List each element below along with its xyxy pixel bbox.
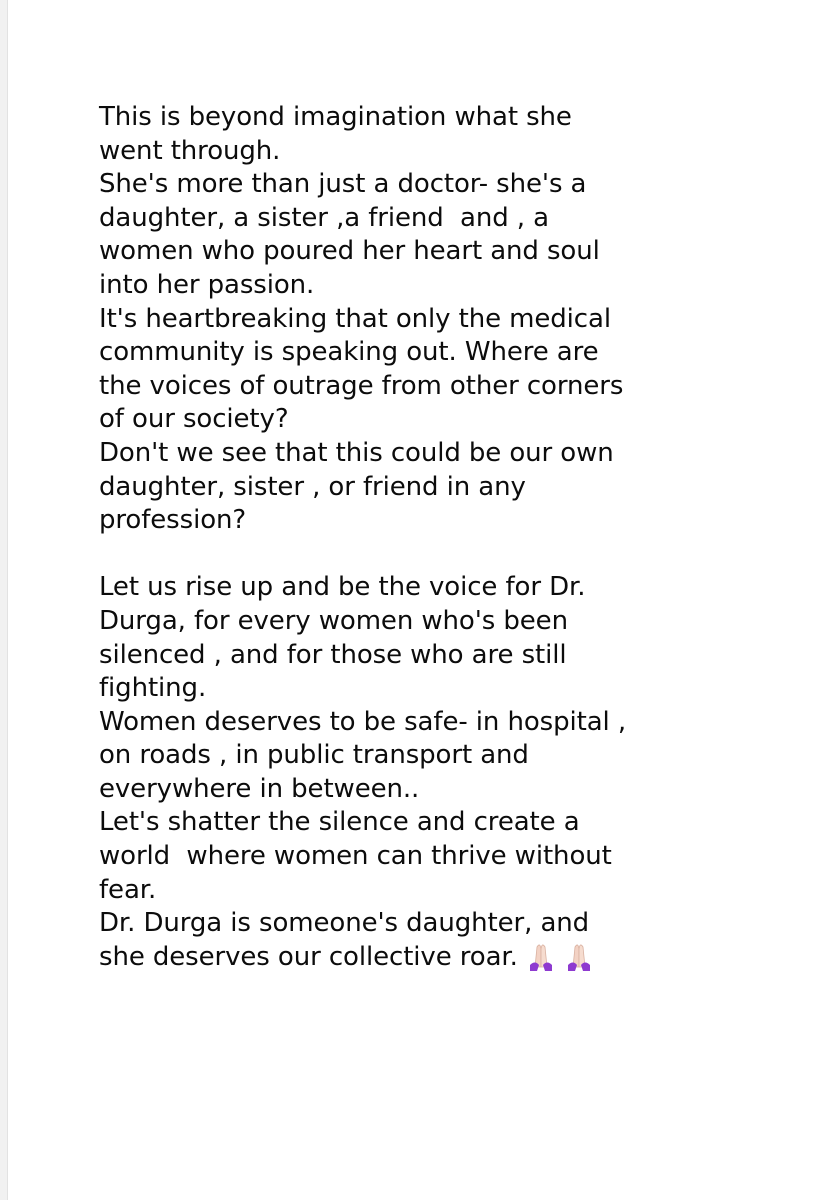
- text-line: fear.: [99, 874, 157, 905]
- text-line: Dr. Durga is someone's daughter, and: [99, 908, 590, 939]
- text-line: daughter, sister , or friend in any: [99, 471, 526, 502]
- text-line: Don't we see that this could be our own: [99, 437, 614, 468]
- text-line: fighting.: [99, 673, 207, 704]
- text-line: Women deserves to be safe- in hospital ,: [99, 706, 626, 737]
- text-line: the voices of outrage from other corners: [99, 370, 624, 401]
- final-sentence: she deserves our collective roar.: [99, 941, 518, 972]
- text-line: went through.: [99, 135, 281, 166]
- text-line: Let us rise up and be the voice for Dr.: [99, 572, 586, 603]
- text-line: It's heartbreaking that only the medical: [99, 303, 611, 334]
- folded-hands-icon: [524, 941, 558, 971]
- text-line: on roads , in public transport and: [99, 740, 529, 771]
- message-text: [99, 101, 799, 974]
- text-line: everywhere in between..: [99, 773, 420, 804]
- text-line: daughter, a sister ,a friend and , a: [99, 202, 549, 233]
- text-line: Let's shatter the silence and create a: [99, 807, 580, 838]
- text-line: She's more than just a doctor- she's a: [99, 169, 587, 200]
- folded-hands-icon: [562, 941, 596, 971]
- text-line: community is speaking out. Where are: [99, 337, 599, 368]
- final-text-line: [99, 941, 799, 975]
- paragraph-break: [99, 538, 799, 572]
- page-left-border: [0, 0, 8, 1200]
- text-line: This is beyond imagination what she: [99, 102, 572, 132]
- text-line: Durga, for every women who's been: [99, 605, 568, 636]
- text-line: of our society?: [99, 404, 289, 435]
- text-line: profession?: [99, 505, 247, 536]
- text-line: silenced , and for those who are still: [99, 639, 567, 670]
- text-line: women who poured her heart and soul: [99, 236, 600, 267]
- emoji-group: [524, 941, 600, 981]
- text-line: into her passion.: [99, 269, 315, 300]
- text-line: world where women can thrive without: [99, 841, 612, 872]
